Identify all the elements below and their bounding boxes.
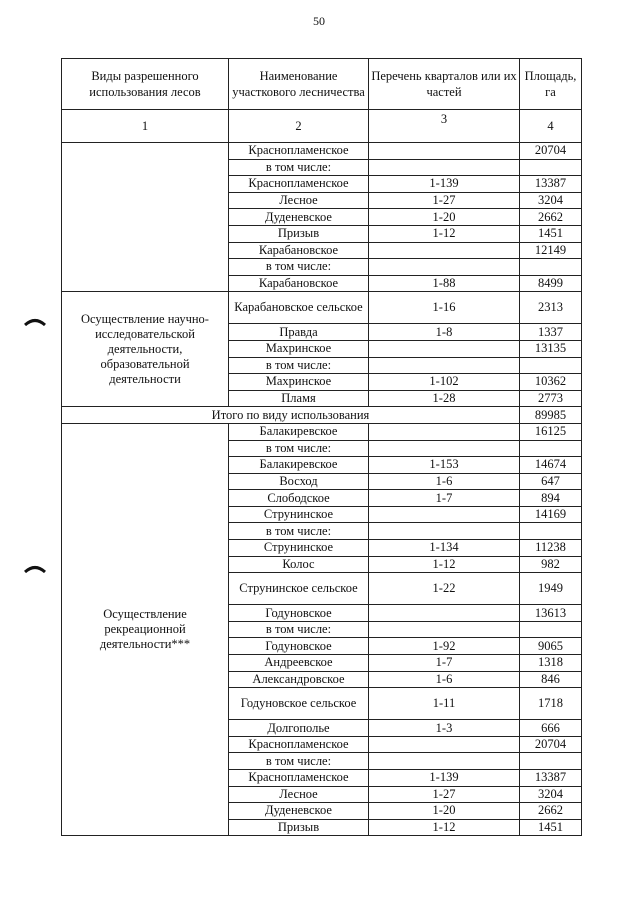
quarters-cell: 1-12 [369, 556, 520, 573]
area-cell: 13387 [520, 176, 582, 193]
column-number-row [62, 110, 582, 143]
area-cell: 16125 [520, 423, 582, 440]
header-quarters: Перечень кварталов или их частей [369, 59, 520, 110]
quarters-cell [369, 357, 520, 374]
quarters-cell: 1-16 [369, 292, 520, 324]
forestry-name-cell: Слободское [229, 490, 369, 507]
quarters-cell: 1-8 [369, 324, 520, 341]
quarters-cell: 1-12 [369, 225, 520, 242]
punch-hole-mark-top [24, 318, 46, 326]
use-type-cell: Осуществление рекреационной деятельности*** [62, 423, 229, 835]
forestry-name-cell: Краснопламенское [229, 176, 369, 193]
forestry-name-cell: Годуновское [229, 605, 369, 622]
quarters-cell: 1-7 [369, 655, 520, 672]
area-cell: 666 [520, 720, 582, 737]
area-cell: 11238 [520, 540, 582, 557]
quarters-cell [369, 506, 520, 523]
quarters-cell [369, 242, 520, 259]
forestry-name-cell: Лесное [229, 192, 369, 209]
area-cell: 2773 [520, 390, 582, 407]
area-cell: 13135 [520, 340, 582, 357]
total-label: Итого по виду использования [62, 407, 520, 424]
table-row [62, 292, 582, 324]
quarters-cell: 1-20 [369, 803, 520, 820]
area-cell: 2313 [520, 292, 582, 324]
quarters-cell [369, 736, 520, 753]
forestry-name-cell: Александровское [229, 671, 369, 688]
quarters-cell: 1-27 [369, 192, 520, 209]
area-cell [520, 440, 582, 457]
quarters-cell: 1-7 [369, 490, 520, 507]
area-cell: 3204 [520, 192, 582, 209]
area-cell: 20704 [520, 143, 582, 160]
forestry-name-cell: Призыв [229, 819, 369, 836]
quarters-cell: 1-12 [369, 819, 520, 836]
quarters-cell [369, 605, 520, 622]
quarters-cell: 1-88 [369, 275, 520, 292]
forestry-name-cell: в том числе: [229, 753, 369, 770]
page-number: 50 [313, 14, 325, 28]
quarters-cell [369, 259, 520, 276]
area-cell: 13387 [520, 770, 582, 787]
area-cell: 846 [520, 671, 582, 688]
quarters-cell: 1-134 [369, 540, 520, 557]
column-number: 4 [520, 110, 582, 143]
quarters-cell: 1-102 [369, 374, 520, 391]
header-area: Площадь, га [520, 59, 582, 110]
column-number: 1 [62, 110, 229, 143]
quarters-cell: 1-22 [369, 573, 520, 605]
forestry-name-cell: Струнинское [229, 506, 369, 523]
area-cell [520, 159, 582, 176]
table-body [62, 143, 582, 836]
forestry-name-cell: Андреевское [229, 655, 369, 672]
total-area: 89985 [520, 407, 582, 424]
area-cell [520, 357, 582, 374]
forestry-name-cell: Струнинское сельское [229, 573, 369, 605]
quarters-cell [369, 143, 520, 160]
area-cell: 14169 [520, 506, 582, 523]
forestry-name-cell: Карабановское [229, 275, 369, 292]
quarters-cell: 1-139 [369, 176, 520, 193]
total-row [62, 407, 582, 424]
area-cell: 1318 [520, 655, 582, 672]
area-cell: 2662 [520, 209, 582, 226]
use-type-cell: Осуществление научно-исследовательской деятельности, образовательной деятельности [62, 292, 229, 407]
column-number: 2 [229, 110, 369, 143]
area-cell: 647 [520, 473, 582, 490]
quarters-cell: 1-6 [369, 671, 520, 688]
area-cell: 8499 [520, 275, 582, 292]
area-cell: 9065 [520, 638, 582, 655]
forestry-name-cell: Карабановское [229, 242, 369, 259]
quarters-cell: 1-3 [369, 720, 520, 737]
forestry-name-cell: Лесное [229, 786, 369, 803]
table-row [62, 143, 582, 160]
quarters-cell [369, 340, 520, 357]
quarters-cell [369, 159, 520, 176]
area-cell: 20704 [520, 736, 582, 753]
area-cell: 12149 [520, 242, 582, 259]
area-cell [520, 523, 582, 540]
forestry-name-cell: Карабановское сельское [229, 292, 369, 324]
forestry-name-cell: в том числе: [229, 357, 369, 374]
forestry-name-cell: Махринское [229, 340, 369, 357]
forestry-name-cell: Краснопламенское [229, 143, 369, 160]
forestry-name-cell: Балакиревское [229, 423, 369, 440]
quarters-cell [369, 423, 520, 440]
quarters-cell [369, 753, 520, 770]
area-cell: 1718 [520, 688, 582, 720]
area-cell: 3204 [520, 786, 582, 803]
area-cell: 13613 [520, 605, 582, 622]
area-cell [520, 259, 582, 276]
area-cell: 2662 [520, 803, 582, 820]
forestry-name-cell: Колос [229, 556, 369, 573]
forestry-name-cell: Годуновское [229, 638, 369, 655]
forestry-name-cell: Долгополье [229, 720, 369, 737]
area-cell [520, 621, 582, 638]
column-number: 3 [369, 110, 520, 143]
area-cell: 1337 [520, 324, 582, 341]
forestry-name-cell: Краснопламенское [229, 770, 369, 787]
quarters-cell: 1-11 [369, 688, 520, 720]
quarters-cell: 1-6 [369, 473, 520, 490]
punch-hole-mark-bottom [24, 565, 46, 573]
forestry-name-cell: Пламя [229, 390, 369, 407]
area-cell: 10362 [520, 374, 582, 391]
area-cell: 982 [520, 556, 582, 573]
forest-use-table [61, 58, 582, 836]
quarters-cell [369, 621, 520, 638]
quarters-cell [369, 440, 520, 457]
header-forestry-name: Наименование участкового лесничества [229, 59, 369, 110]
quarters-cell: 1-20 [369, 209, 520, 226]
quarters-cell: 1-28 [369, 390, 520, 407]
forestry-name-cell: Правда [229, 324, 369, 341]
area-cell: 14674 [520, 457, 582, 474]
forestry-name-cell: Струнинское [229, 540, 369, 557]
table-row [62, 423, 582, 440]
quarters-cell: 1-27 [369, 786, 520, 803]
quarters-cell: 1-92 [369, 638, 520, 655]
forestry-name-cell: Дуденевское [229, 803, 369, 820]
header-use-type: Виды разрешенного использования лесов [62, 59, 229, 110]
forestry-name-cell: Восход [229, 473, 369, 490]
quarters-cell: 1-139 [369, 770, 520, 787]
use-type-cell [62, 143, 229, 292]
forestry-name-cell: в том числе: [229, 523, 369, 540]
area-cell [520, 753, 582, 770]
forestry-name-cell: Дуденевское [229, 209, 369, 226]
area-cell: 1451 [520, 819, 582, 836]
area-cell: 1451 [520, 225, 582, 242]
forestry-name-cell: Призыв [229, 225, 369, 242]
forestry-name-cell: Балакиревское [229, 457, 369, 474]
quarters-cell [369, 523, 520, 540]
area-cell: 1949 [520, 573, 582, 605]
forestry-name-cell: Краснопламенское [229, 736, 369, 753]
forestry-name-cell: в том числе: [229, 259, 369, 276]
header-row [62, 59, 582, 110]
forestry-name-cell: Махринское [229, 374, 369, 391]
quarters-cell: 1-153 [369, 457, 520, 474]
area-cell: 894 [520, 490, 582, 507]
forestry-name-cell: в том числе: [229, 621, 369, 638]
forestry-name-cell: в том числе: [229, 440, 369, 457]
forestry-name-cell: в том числе: [229, 159, 369, 176]
forestry-name-cell: Годуновское сельское [229, 688, 369, 720]
